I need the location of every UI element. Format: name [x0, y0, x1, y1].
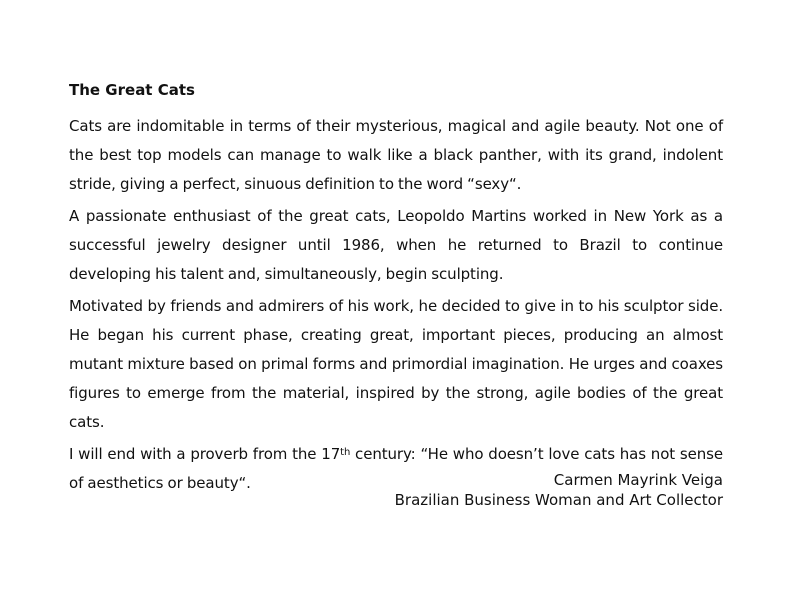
- paragraph-3: Motivated by friends and admirers of his work, he decided to give in to his sculptor side. He began his current phase, creating great, important pieces, producing an almost mutant mixture based on primal forms and primordial imagination. He urges and coaxes figures to emerge from the material, inspired by the strong, agile bodies of the great cats.: [69, 297, 723, 431]
- paragraph-4-before: I will end with a proverb from the 17: [69, 445, 341, 463]
- paragraph-4-after: century: “He who doesn’t love cats has not sense of aesthetics or beauty“.: [69, 445, 723, 492]
- signature-block: [395, 470, 723, 510]
- ordinal-superscript: th: [340, 447, 351, 458]
- signature-role: Brazilian Business Woman and Art Collector: [394, 491, 723, 509]
- signature-name: Carmen Mayrink Veiga: [553, 471, 723, 489]
- document-body: [69, 78, 723, 501]
- paragraph-1: Cats are indomitable in terms of their mysterious, magical and agile beauty. Not one of the best top models can manage to walk like a black panther, with its grand, indolent stride, giving a perfect, sinuous definition to the word “sexy“.: [69, 117, 723, 193]
- paragraph-2: A passionate enthusiast of the great cats, Leopoldo Martins worked in New York as a successful jewelry designer until 1986, when he returned to Brazil to continue developing his talent and, simultaneously, begin sculpting.: [69, 207, 723, 283]
- document-title: The Great Cats: [69, 81, 195, 99]
